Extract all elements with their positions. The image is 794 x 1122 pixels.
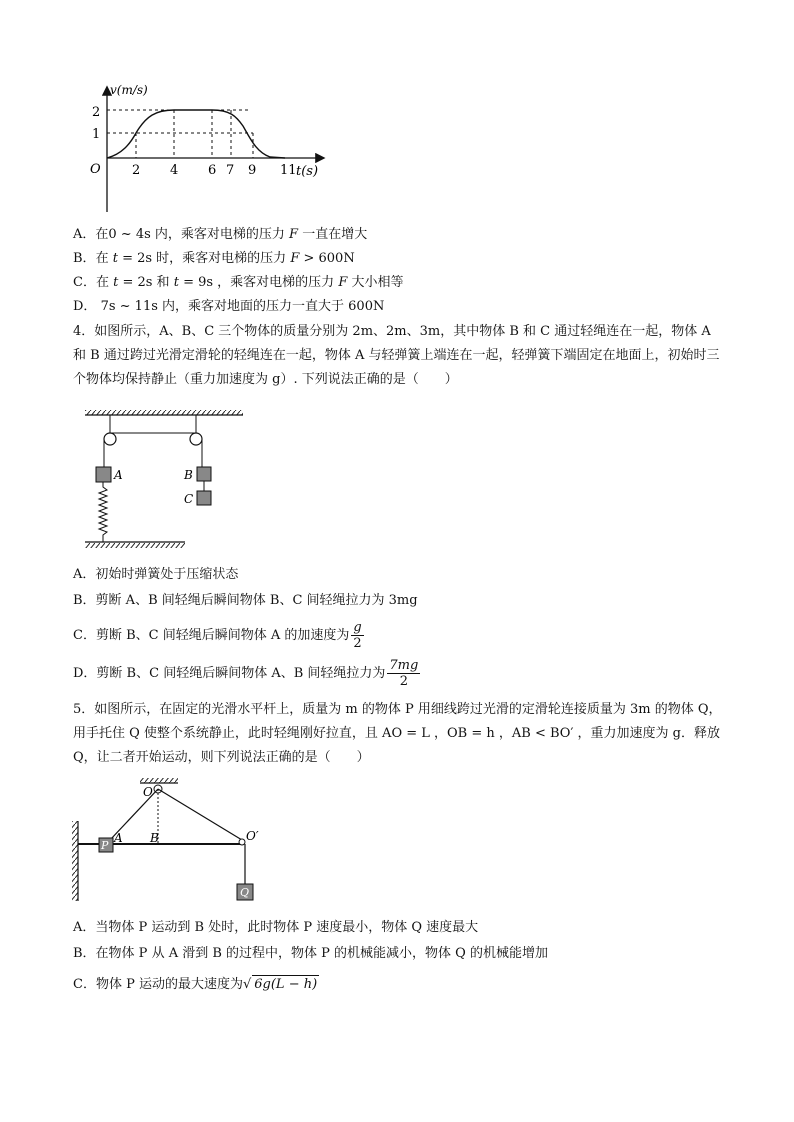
q4-option-b[interactable]: B．剪断 A、B 间轻绳后瞬间物体 B、C 间轻绳拉力为 3mg (73, 593, 418, 608)
y-tick-2: 2 (92, 105, 101, 120)
block-a-label: A (114, 468, 123, 482)
fraction-g-over-2: $\frac{g}{2}$ (353, 620, 362, 651)
q5-option-b[interactable]: B．在物体 P 从 A 滑到 B 的过程中，物体 P 的机械能减小，物体 Q 的机械能增加 (73, 946, 548, 961)
x-tick-7: 7 (226, 163, 235, 178)
label-b: B (150, 831, 159, 845)
q5-stem: 5．如图所示，在固定的光滑水平杆上，质量为 m 的物体 P 用细线跨过光滑的定滑轮连接质量为 3m 的物体 Q，用手托住 Q 使整个系统静止，此时轻绳刚好拉直，且 AO = L ，OB = h ，AB < BO′ ，重力加速度为 g．释放 Q，让二者开始运动，则下列说法正确的是（ ） (73, 702, 722, 765)
x-tick-2: 2 (132, 163, 141, 178)
right-pulley (190, 433, 202, 445)
guide-lines (107, 110, 253, 158)
spring (99, 482, 107, 542)
left-pulley (104, 433, 116, 445)
sqrt-expression: 6g(L − h) (254, 977, 318, 992)
q4-option-c[interactable]: C．剪断 B、C 间轻绳后瞬间物体 A 的加速度为 $\frac{g}{2}$ (73, 620, 362, 651)
q4-stem: 4．如图所示，A、B、C 三个物体的质量分别为 2m、2m、3m，其中物体 B 和 C 通过轻绳连在一起，物体 A 和 B 通过跨过光滑定滑轮的轻绳连在一起，物体 A 与轻弹簧上端连在一起，轻弹簧下端固定在地面上，初始时三个物体均保持静止（重力加速度为 g）. 下列说法正确的是（ ） (73, 324, 720, 387)
block-c (197, 491, 211, 505)
block-a (96, 467, 111, 482)
q5-option-a[interactable]: A．当物体 P 运动到 B 处时，此时物体 P 速度最小，物体 Q 速度最大 (73, 920, 479, 935)
vt-graph (80, 80, 340, 215)
q3-option-b[interactable]: B．在 t = 2s 时，乘客对电梯的压力 F > 600N (73, 251, 355, 266)
label-p: P (101, 839, 109, 852)
q4-option-a[interactable]: A．初始时弹簧处于压缩状态 (73, 567, 239, 582)
floor (85, 543, 185, 548)
velocity-curve (107, 110, 285, 158)
q3-option-a[interactable]: A．在0 ~ 4s 内，乘客对电梯的压力 F 一直在增大 (73, 227, 368, 242)
q5-figure (70, 776, 285, 911)
label-o: O (143, 785, 153, 799)
q5-option-c[interactable]: C．物体 P 运动的最大速度为√ 6g(L − h) (73, 977, 318, 992)
x-tick-11: 11 (280, 163, 297, 178)
top-mount (140, 778, 178, 783)
ceiling (85, 410, 243, 415)
x-tick-6: 6 (208, 163, 217, 178)
label-o-prime: O′ (246, 829, 259, 843)
q4-figure (80, 405, 250, 553)
q3-option-d[interactable]: D． 7s ~ 11s 内，乘客对地面的压力一直大于 600N (73, 299, 385, 314)
block-c-label: C (184, 492, 194, 506)
y-tick-1: 1 (92, 127, 101, 142)
y-axis-label: v(m/s) (110, 83, 148, 97)
q4-option-d[interactable]: D．剪断 B、C 间轻绳后瞬间物体 A、B 间轻绳拉力为 $\frac{7mg}{2}$ (73, 658, 419, 689)
fraction-7mg-over-2: $\frac{7mg}{2}$ (389, 658, 419, 689)
label-q: Q (240, 886, 250, 899)
x-tick-4: 4 (170, 163, 179, 178)
label-a: A (114, 831, 123, 845)
x-axis-label: t(s) (296, 164, 319, 179)
sqrt-sign: √ (242, 977, 252, 992)
block-b-label: B (184, 468, 193, 482)
wall (72, 821, 78, 901)
origin-label: O (90, 162, 101, 177)
x-tick-9: 9 (248, 163, 257, 178)
q3-option-c[interactable]: C．在 t = 2s 和 t = 9s ，乘客对电梯的压力 F 大小相等 (73, 275, 404, 290)
pulley-o-prime (239, 839, 245, 845)
block-b (197, 467, 211, 481)
